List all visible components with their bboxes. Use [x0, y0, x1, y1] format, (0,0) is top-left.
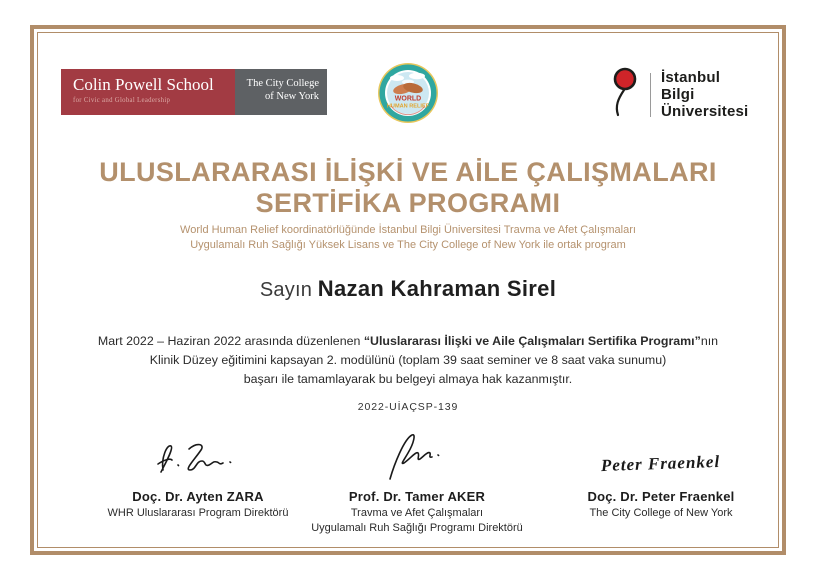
- recipient-name: Nazan Kahraman Sirel: [317, 276, 557, 301]
- certificate-frame: [30, 25, 786, 555]
- signatory-role: Travma ve Afet Çalışmaları Uygulamalı Ruh Sağlığı Programı Direktörü: [311, 507, 523, 534]
- city-college-logo-panel: [235, 69, 327, 115]
- colin-powell-school-tagline: for Civic and Global Leadership: [73, 96, 171, 104]
- certificate-subtitle-line1: World Human Relief koordinatörlüğünde İstanbul Bilgi Üniversitesi Travma ve Afet Çalışmaları: [180, 224, 636, 236]
- certificate-subtitle-line2: Uygulamalı Ruh Sağlığı Yüksek Lisans ve The City College of New York ile ortak program: [190, 239, 626, 252]
- salutation: Sayın: [259, 279, 313, 301]
- program-name-bold: “Uluslararası İlişki ve Aile Çalışmaları Sertifika Programı”: [363, 334, 701, 348]
- signature-block-peter-fraenkel: [552, 427, 770, 521]
- body-line1: Mart 2022 – Haziran 2022 arasında düzenlenen “Uluslararası İlişki ve Aile Çalışmaları Sertifika Programı”nın: [97, 334, 719, 348]
- body-line2: Klinik Düzey eğitimini kapsayan 2. modülünü (toplam 39 saat seminer ve 8 saat vaka sunumu): [149, 353, 667, 368]
- recipient-line: [34, 276, 782, 302]
- certificate-title-line2: SERTİFİKA PROGRAMI: [255, 187, 561, 218]
- svg-text:WORLD: WORLD: [394, 95, 422, 103]
- bilgi-pin-icon: [610, 65, 640, 124]
- certificate-number: 2022-UİAÇSP-139: [357, 401, 459, 413]
- signatory-name: Prof. Dr. Tamer AKER: [348, 489, 486, 504]
- certificate-title-line1: ULUSLARARASI İLİŞKİ VE AİLE ÇALIŞMALARI: [99, 157, 717, 187]
- city-college-line2: of New York: [265, 90, 319, 102]
- signatory-role: The City College of New York: [589, 507, 733, 519]
- colin-powell-school-logo: [61, 69, 327, 115]
- bilgi-logo-text: [661, 69, 782, 121]
- body-line3: başarı ile tamamlayarak bu belgeyi almaya hak kazanmıştır.: [243, 372, 573, 387]
- world-human-relief-badge-icon: [377, 62, 439, 129]
- svg-text:HUMAN RELIEF: HUMAN RELIEF: [386, 103, 430, 110]
- signatory-name: Doç. Dr. Ayten ZARA: [132, 489, 264, 504]
- istanbul-bilgi-university-logo: [610, 65, 782, 124]
- colin-powell-school-name: Colin Powell School: [73, 75, 214, 94]
- certificate-subtitle: [34, 223, 782, 254]
- bilgi-line1: İstanbul: [660, 68, 721, 86]
- city-college-line1: The City College: [246, 78, 319, 89]
- colin-powell-school-logo-red-panel: [61, 69, 235, 115]
- bilgi-logo-divider: [650, 73, 651, 117]
- certificate-title: [34, 157, 782, 218]
- certificate-body: [34, 332, 782, 390]
- tamer-aker-signature-icon: [286, 427, 548, 482]
- bilgi-line2: Bilgi Üniversitesi: [660, 85, 749, 121]
- peter-fraenkel-signature-script: Peter Fraenkel: [600, 451, 721, 476]
- signature-block-tamer-aker: [286, 427, 548, 536]
- signatory-role: WHR Uluslararası Program Direktörü: [107, 507, 289, 519]
- signatory-name: Doç. Dr. Peter Fraenkel: [587, 489, 735, 504]
